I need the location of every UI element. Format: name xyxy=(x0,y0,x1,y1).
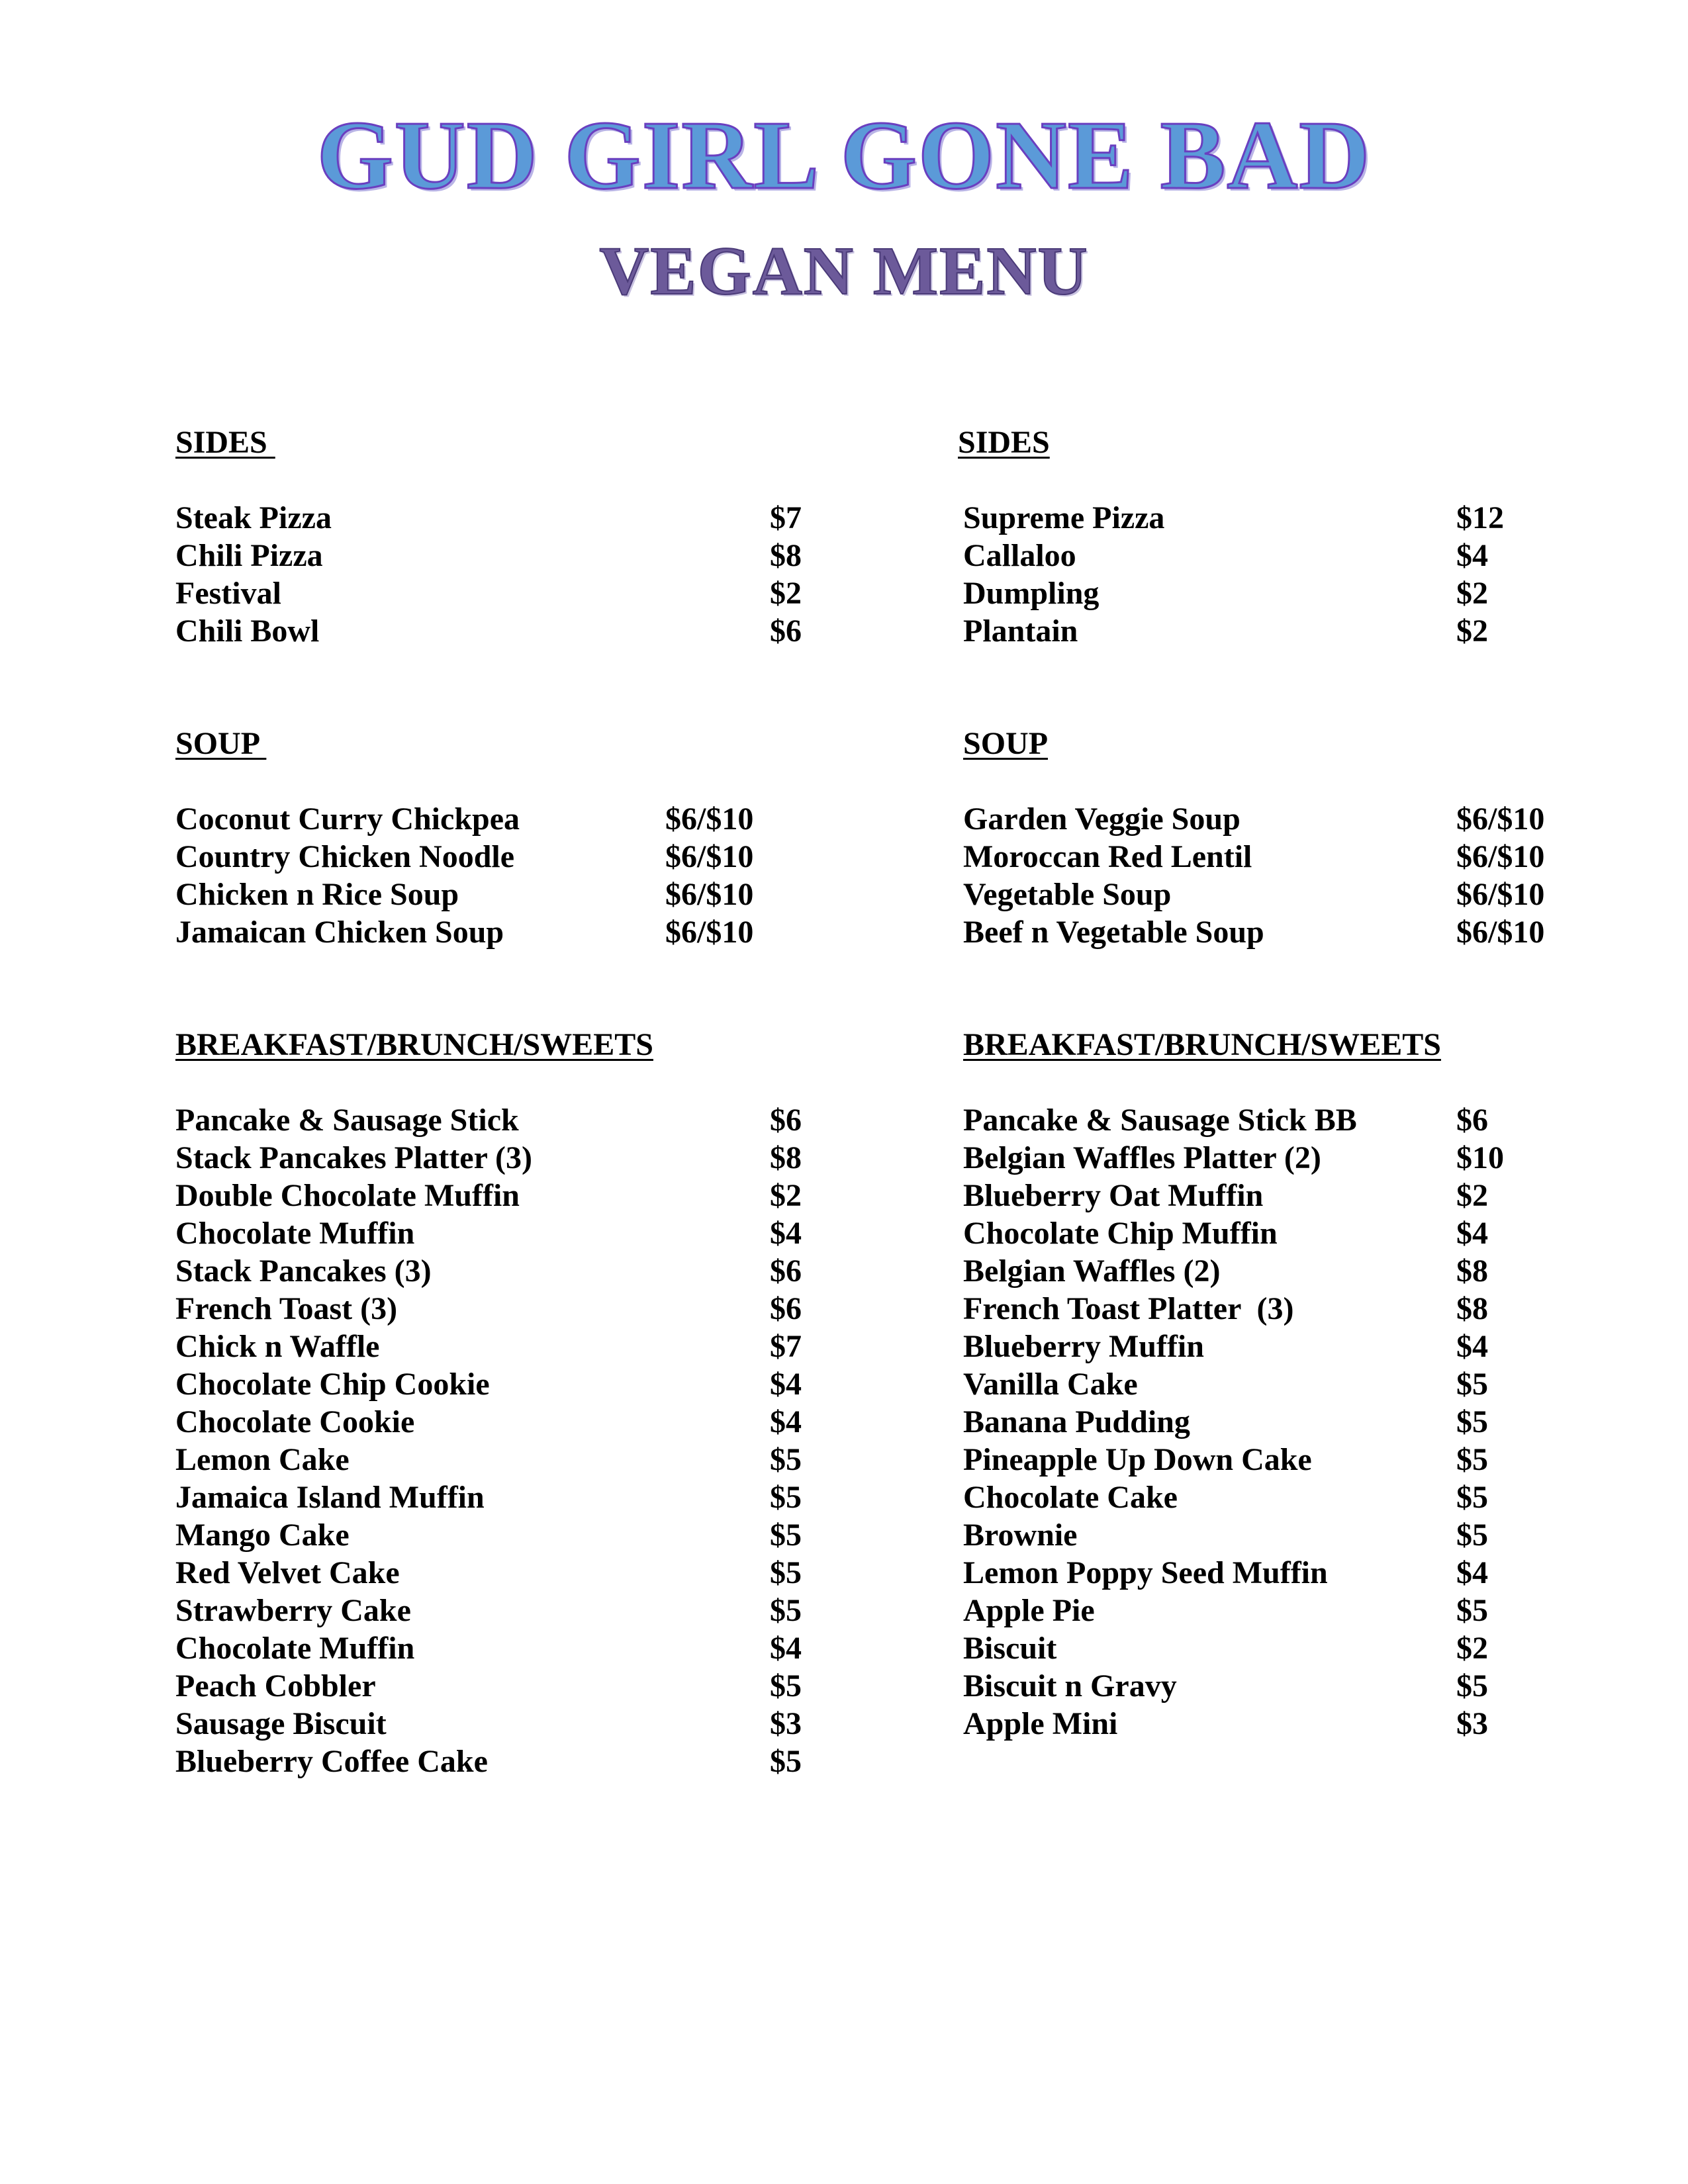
menu-item-name: Callaloo xyxy=(963,538,1076,573)
menu-item-price: $6 xyxy=(770,1291,802,1326)
menu-item-name: French Toast Platter (3) xyxy=(963,1291,1294,1326)
menu-item-name: Blueberry Coffee Cake xyxy=(175,1744,488,1779)
menu-item xyxy=(175,1365,811,1403)
menu-item xyxy=(175,1214,811,1252)
menu-item-price: $6/$10 xyxy=(665,915,754,950)
breakfast-list xyxy=(963,1101,1625,1743)
menu-item-name: Sausage Biscuit xyxy=(175,1706,387,1741)
menu-item-price: $5 xyxy=(770,1555,802,1590)
sides-list xyxy=(963,499,1625,650)
menu-item-price: $4 xyxy=(770,1216,802,1251)
menu-item-name: Garden Veggie Soup xyxy=(963,801,1241,837)
menu-item-name: Stack Pancakes (3) xyxy=(175,1253,432,1289)
menu-item-price: $2 xyxy=(770,576,802,611)
menu-item-price: $2 xyxy=(770,1178,802,1213)
sides-section xyxy=(175,424,811,725)
menu-item-price: $5 xyxy=(1456,1404,1488,1439)
menu-item xyxy=(963,1101,1625,1139)
menu-item xyxy=(175,1743,811,1780)
menu-item-price: $6/$10 xyxy=(665,801,754,837)
menu-item xyxy=(963,1592,1625,1629)
menu-item xyxy=(175,499,811,537)
menu-item xyxy=(175,1516,811,1554)
menu-item-price: $5 xyxy=(1456,1518,1488,1553)
menu-item xyxy=(175,1177,811,1214)
menu-item-price: $4 xyxy=(770,1404,802,1439)
menu-item xyxy=(963,1177,1625,1214)
menu-item-price: $6/$10 xyxy=(1456,801,1545,837)
menu-item xyxy=(963,1290,1625,1328)
breakfast-heading: BREAKFAST/BRUNCH/SWEETS xyxy=(175,1027,653,1062)
menu-item-name: Lemon Poppy Seed Muffin xyxy=(963,1555,1328,1590)
menu-item xyxy=(175,537,811,574)
brand-title: GUD GIRL GONE BAD xyxy=(316,101,1372,210)
menu-item-price: $5 xyxy=(770,1518,802,1553)
menu-item-price: $4 xyxy=(1456,538,1488,573)
menu-item-name: Pancake & Sausage Stick BB xyxy=(963,1103,1357,1138)
menu-item-name: Apple Mini xyxy=(963,1706,1118,1741)
soup-heading: SOUP xyxy=(963,726,1049,761)
breakfast-list xyxy=(175,1101,811,1780)
menu-item-name: Biscuit xyxy=(963,1631,1057,1666)
menu-item-price: $10 xyxy=(1456,1140,1504,1175)
menu-item xyxy=(175,1592,811,1629)
menu-item-name: Biscuit n Gravy xyxy=(963,1668,1177,1704)
menu-item-name: Moroccan Red Lentil xyxy=(963,839,1252,874)
menu-item-name: Steak Pizza xyxy=(175,500,332,535)
menu-item-name: Peach Cobbler xyxy=(175,1668,376,1704)
menu-item-name: Pineapple Up Down Cake xyxy=(963,1442,1312,1477)
menu-item xyxy=(963,838,1625,876)
menu-item-name: Jamaican Chicken Soup xyxy=(175,915,504,950)
menu-item-name: Blueberry Muffin xyxy=(963,1329,1204,1364)
menu-item-price: $6/$10 xyxy=(665,877,754,912)
menu-item xyxy=(175,1328,811,1365)
menu-item-name: Brownie xyxy=(963,1518,1078,1553)
menu-item-name: Beef n Vegetable Soup xyxy=(963,915,1264,950)
soup-heading: SOUP xyxy=(175,726,267,761)
menu-item-name: Banana Pudding xyxy=(963,1404,1190,1439)
menu-item-price: $5 xyxy=(1456,1668,1488,1704)
menu-item-name: Chili Bowl xyxy=(175,614,320,649)
menu-item-name: Double Chocolate Muffin xyxy=(175,1178,520,1213)
menu-item-name: Chocolate Muffin xyxy=(175,1216,415,1251)
menu-item-price: $6 xyxy=(770,1103,802,1138)
menu-item-price: $4 xyxy=(1456,1329,1488,1364)
menu-item-name: Country Chicken Noodle xyxy=(175,839,515,874)
menu-item-price: $12 xyxy=(1456,500,1504,535)
menu-item xyxy=(175,1554,811,1592)
menu-item xyxy=(963,1705,1625,1743)
menu-item-price: $6/$10 xyxy=(1456,877,1545,912)
menu-item-name: Pancake & Sausage Stick xyxy=(175,1103,519,1138)
menu-item-price: $5 xyxy=(770,1593,802,1628)
menu-item-name: Belgian Waffles Platter (2) xyxy=(963,1140,1321,1175)
menu-item-price: $5 xyxy=(1456,1480,1488,1515)
menu-item xyxy=(963,1139,1625,1177)
menu-item-price: $2 xyxy=(1456,1631,1488,1666)
menu-item-price: $5 xyxy=(1456,1593,1488,1628)
menu-item-price: $7 xyxy=(770,1329,802,1364)
menu-item-name: Festival xyxy=(175,576,281,611)
menu-item-price: $7 xyxy=(770,500,802,535)
menu-item xyxy=(963,1403,1625,1441)
menu-item-name: Supreme Pizza xyxy=(963,500,1165,535)
menu-item xyxy=(175,838,811,876)
menu-item xyxy=(963,537,1625,574)
menu-item xyxy=(963,1252,1625,1290)
breakfast-section xyxy=(175,1026,811,1780)
menu-item-price: $6/$10 xyxy=(1456,839,1545,874)
menu-item xyxy=(175,1705,811,1743)
menu-item-price: $6/$10 xyxy=(1456,915,1545,950)
menu-item xyxy=(175,1139,811,1177)
menu-item-name: Red Velvet Cake xyxy=(175,1555,400,1590)
menu-item-price: $4 xyxy=(770,1631,802,1666)
menu-item xyxy=(963,612,1625,650)
menu-item-name: Strawberry Cake xyxy=(175,1593,411,1628)
menu-item xyxy=(175,1101,811,1139)
menu-item-name: Apple Pie xyxy=(963,1593,1095,1628)
sides-heading: SIDES xyxy=(175,425,275,460)
menu-item-name: Jamaica Island Muffin xyxy=(175,1480,485,1515)
menu-item xyxy=(175,1629,811,1667)
menu-item-price: $8 xyxy=(770,1140,802,1175)
menu-item-name: Chocolate Cookie xyxy=(175,1404,415,1439)
menu-item-name: Coconut Curry Chickpea xyxy=(175,801,520,837)
menu-item xyxy=(175,1290,811,1328)
menu-item-price: $2 xyxy=(1456,614,1488,649)
menu-item-name: Chocolate Chip Cookie xyxy=(175,1367,490,1402)
sides-section xyxy=(958,424,1625,725)
menu-item xyxy=(963,1479,1625,1516)
soup-list xyxy=(963,800,1625,951)
menu-item-price: $2 xyxy=(1456,1178,1488,1213)
menu-item xyxy=(963,1667,1625,1705)
menu-item-name: Vanilla Cake xyxy=(963,1367,1138,1402)
menu-item-name: Chocolate Cake xyxy=(963,1480,1178,1515)
menu-item xyxy=(175,1441,811,1479)
sides-heading: SIDES xyxy=(958,425,1050,460)
menu-item-name: Vegetable Soup xyxy=(963,877,1172,912)
menu-item-price: $8 xyxy=(1456,1291,1488,1326)
menu-item xyxy=(175,574,811,612)
menu-item-price: $6/$10 xyxy=(665,839,754,874)
menu-item-price: $6 xyxy=(770,614,802,649)
menu-item xyxy=(963,1441,1625,1479)
menu-item xyxy=(963,1629,1625,1667)
soup-section xyxy=(963,725,1625,1026)
soup-section xyxy=(175,725,811,1026)
soup-list xyxy=(175,800,811,951)
menu-item xyxy=(963,1214,1625,1252)
menu-item-name: Blueberry Oat Muffin xyxy=(963,1178,1264,1213)
sides-list xyxy=(175,499,811,650)
menu-item-price: $2 xyxy=(1456,576,1488,611)
breakfast-section xyxy=(963,1026,1625,1743)
menu-item-name: Belgian Waffles (2) xyxy=(963,1253,1221,1289)
menu-item xyxy=(963,1516,1625,1554)
menu-item-price: $8 xyxy=(770,538,802,573)
menu-item xyxy=(175,876,811,913)
menu-item xyxy=(963,1554,1625,1592)
menu-item-name: Plantain xyxy=(963,614,1078,649)
menu-item xyxy=(963,800,1625,838)
menu-item xyxy=(963,1328,1625,1365)
menu-item-price: $6 xyxy=(770,1253,802,1289)
menu-item-name: Chili Pizza xyxy=(175,538,323,573)
right-column xyxy=(958,424,1625,1743)
menu-item-price: $5 xyxy=(1456,1442,1488,1477)
menu-item xyxy=(963,913,1625,951)
menu-item-price: $5 xyxy=(770,1744,802,1779)
menu-item-name: Stack Pancakes Platter (3) xyxy=(175,1140,533,1175)
menu-item xyxy=(175,1403,811,1441)
menu-item-name: Lemon Cake xyxy=(175,1442,350,1477)
breakfast-heading: BREAKFAST/BRUNCH/SWEETS xyxy=(963,1027,1441,1062)
menu-item-name: Chicken n Rice Soup xyxy=(175,877,459,912)
menu-item-price: $5 xyxy=(1456,1367,1488,1402)
menu-item xyxy=(963,499,1625,537)
menu-title: VEGAN MENU xyxy=(599,233,1089,309)
menu-item xyxy=(175,800,811,838)
menu-item-name: French Toast (3) xyxy=(175,1291,398,1326)
menu-item xyxy=(175,612,811,650)
menu-item xyxy=(175,1252,811,1290)
menu-item xyxy=(963,1365,1625,1403)
menu-item xyxy=(963,876,1625,913)
menu-item-price: $4 xyxy=(770,1367,802,1402)
menu-item-price: $3 xyxy=(770,1706,802,1741)
menu-item-name: Mango Cake xyxy=(175,1518,350,1553)
menu-item-price: $5 xyxy=(770,1442,802,1477)
menu-item-name: Chocolate Chip Muffin xyxy=(963,1216,1278,1251)
menu-item-price: $8 xyxy=(1456,1253,1488,1289)
menu-item-name: Dumpling xyxy=(963,576,1100,611)
menu-item-price: $5 xyxy=(770,1668,802,1704)
menu-item xyxy=(175,1667,811,1705)
menu-item xyxy=(963,574,1625,612)
menu-item-name: Chocolate Muffin xyxy=(175,1631,415,1666)
menu-item-price: $3 xyxy=(1456,1706,1488,1741)
menu-item-name: Chick n Waffle xyxy=(175,1329,380,1364)
menu-item-price: $4 xyxy=(1456,1216,1488,1251)
menu-item xyxy=(175,913,811,951)
left-column xyxy=(175,424,811,1780)
menu-item xyxy=(175,1479,811,1516)
menu-item-price: $4 xyxy=(1456,1555,1488,1590)
menu-item-price: $6 xyxy=(1456,1103,1488,1138)
menu-item-price: $5 xyxy=(770,1480,802,1515)
